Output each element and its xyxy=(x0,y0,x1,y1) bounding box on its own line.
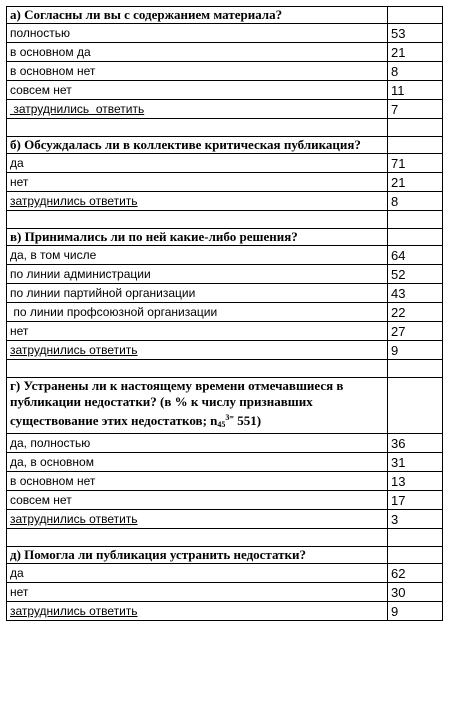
table-row xyxy=(7,303,443,322)
table-row xyxy=(7,341,443,360)
answer-value: 21 xyxy=(388,43,443,62)
question-row xyxy=(7,137,443,154)
table-row xyxy=(7,434,443,453)
survey-table xyxy=(6,6,443,621)
table-row xyxy=(7,192,443,211)
answer-label: да, в основном xyxy=(7,453,388,472)
answer-label: нет xyxy=(7,173,388,192)
answer-value: 3 xyxy=(388,510,443,529)
empty-cell xyxy=(388,7,443,24)
answer-value: 8 xyxy=(388,62,443,81)
question-row xyxy=(7,378,443,434)
table-row xyxy=(7,472,443,491)
spacer-row xyxy=(7,360,443,378)
answer-value: 7 xyxy=(388,100,443,119)
answer-label: да xyxy=(7,154,388,173)
answer-value: 53 xyxy=(388,24,443,43)
table-row xyxy=(7,491,443,510)
question-text xyxy=(7,378,388,434)
question-row xyxy=(7,7,443,24)
table-row xyxy=(7,602,443,621)
question-row xyxy=(7,547,443,564)
table-row xyxy=(7,246,443,265)
answer-label: в основном нет xyxy=(7,472,388,491)
question-text: а) Согласны ли вы с содержанием материала? xyxy=(7,7,388,24)
answer-label: нет xyxy=(7,322,388,341)
answer-label: в основном нет xyxy=(7,62,388,81)
answer-value: 21 xyxy=(388,173,443,192)
answer-value: 13 xyxy=(388,472,443,491)
empty-cell xyxy=(388,547,443,564)
answer-value: 17 xyxy=(388,491,443,510)
question-tail: 551) xyxy=(233,413,262,428)
table-row xyxy=(7,100,443,119)
table-row xyxy=(7,43,443,62)
answer-value: 22 xyxy=(388,303,443,322)
answer-value: 27 xyxy=(388,322,443,341)
table-row xyxy=(7,453,443,472)
question-main: г) Устранены ли к настоящему времени отмечавшиеся в публикации недостатки? (в % к числу признавших существование этих недостатков; n xyxy=(10,378,344,428)
question-superscript: 3= xyxy=(225,413,234,422)
answer-value: 31 xyxy=(388,453,443,472)
spacer-row xyxy=(7,211,443,229)
question-text: д) Помогла ли публикация устранить недостатки? xyxy=(7,547,388,564)
answer-value: 71 xyxy=(388,154,443,173)
answer-label: по линии профсоюзной организации xyxy=(7,303,388,322)
answer-label: затруднились ответить xyxy=(7,510,388,529)
question-text: в) Принимались ли по ней какие-либо решения? xyxy=(7,229,388,246)
table-row xyxy=(7,564,443,583)
table-row xyxy=(7,284,443,303)
answer-value: 64 xyxy=(388,246,443,265)
empty-cell xyxy=(388,229,443,246)
answer-label: затруднились ответить xyxy=(7,192,388,211)
table-row xyxy=(7,24,443,43)
spacer-row xyxy=(7,119,443,137)
answer-label: совсем нет xyxy=(7,491,388,510)
answer-label: совсем нет xyxy=(7,81,388,100)
answer-value: 36 xyxy=(388,434,443,453)
answer-value: 52 xyxy=(388,265,443,284)
answer-label: да, полностью xyxy=(7,434,388,453)
answer-value: 9 xyxy=(388,602,443,621)
answer-label: нет xyxy=(7,583,388,602)
empty-cell xyxy=(388,378,443,434)
question-subscript: 45 xyxy=(217,420,226,429)
answer-label: по линии администрации xyxy=(7,265,388,284)
answer-label: полностью xyxy=(7,24,388,43)
answer-label: затруднились ответить xyxy=(7,100,388,119)
answer-label: в основном да xyxy=(7,43,388,62)
answer-value: 43 xyxy=(388,284,443,303)
answer-label: да, в том числе xyxy=(7,246,388,265)
answer-value: 9 xyxy=(388,341,443,360)
answer-value: 8 xyxy=(388,192,443,211)
spacer-row xyxy=(7,529,443,547)
answer-label: по линии партийной организации xyxy=(7,284,388,303)
table-row xyxy=(7,62,443,81)
answer-label: да xyxy=(7,564,388,583)
table-row xyxy=(7,510,443,529)
table-row xyxy=(7,265,443,284)
table-row xyxy=(7,322,443,341)
table-row xyxy=(7,81,443,100)
table-row xyxy=(7,173,443,192)
answer-value: 62 xyxy=(388,564,443,583)
answer-value: 11 xyxy=(388,81,443,100)
answer-label: затруднились ответить xyxy=(7,341,388,360)
table-row xyxy=(7,154,443,173)
table-row xyxy=(7,583,443,602)
answer-label: затруднились ответить xyxy=(7,602,388,621)
question-row xyxy=(7,229,443,246)
question-text: б) Обсуждалась ли в коллективе критическая публикация? xyxy=(7,137,388,154)
empty-cell xyxy=(388,137,443,154)
answer-value: 30 xyxy=(388,583,443,602)
